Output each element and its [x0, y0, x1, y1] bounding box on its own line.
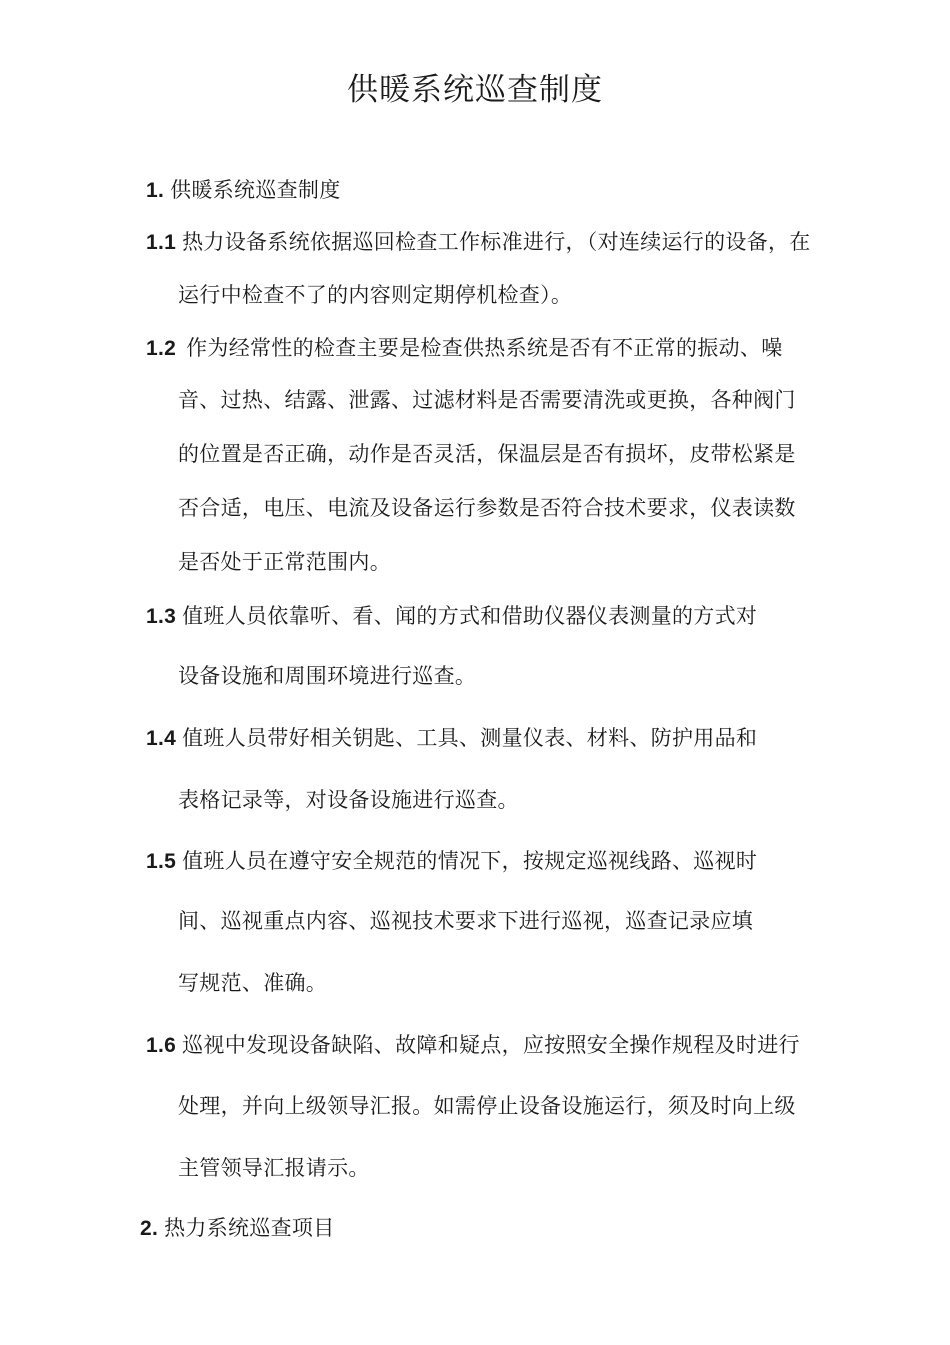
clause-1-4-line-1: [146, 723, 757, 754]
section-heading-text: 热力系统巡查项目: [164, 1216, 335, 1240]
section-heading-1: [146, 175, 341, 206]
clause-text: 值班人员带好相关钥匙、工具、测量仪表、材料、防护用品和: [182, 726, 758, 750]
clause-text: 值班人员在遵守安全规范的情况下，按规定巡视线路、巡视时: [182, 849, 758, 873]
clause-1-6-line-1: [146, 1030, 800, 1061]
section-heading-text: 供暖系统巡查制度: [170, 178, 341, 202]
clause-1-4-line-2: 表格记录等，对设备设施进行巡查。: [178, 788, 519, 812]
clause-1-5-line-2: 间、巡视重点内容、巡视技术要求下进行巡视，巡查记录应填: [178, 909, 754, 933]
clause-text: 值班人员依靠听、看、闻的方式和借助仪器仪表测量的方式对: [182, 604, 758, 628]
clause-number: 1.4: [146, 727, 177, 750]
clause-1-5-line-1: [146, 846, 757, 877]
clause-number: 1.3: [146, 605, 177, 628]
clause-number: 1.2: [146, 337, 177, 360]
clause-number: 1.5: [146, 850, 177, 873]
clause-1-2-line-2: 音、过热、结露、泄露、过滤材料是否需要清洗或更换，各种阀门: [178, 388, 796, 412]
clause-1-6-line-3: 主管领导汇报请示。: [178, 1156, 370, 1180]
clause-1-3-line-1: [146, 601, 757, 632]
clause-text: 作为经常性的检查主要是检查供热系统是否有不正常的振动、噪: [186, 336, 783, 360]
clause-number: 1.1: [146, 231, 177, 254]
section-heading-2: [140, 1213, 335, 1244]
clause-1-5-line-3: 写规范、准确。: [178, 971, 328, 995]
clause-1-1-line-2: 运行中检查不了的内容则定期停机检查）。: [178, 283, 573, 307]
clause-1-3-line-2: 设备设施和周围环境进行巡查。: [178, 664, 477, 688]
section-number: 2.: [140, 1217, 159, 1240]
clause-number: 1.6: [146, 1034, 177, 1057]
clause-1-2-line-3: 的位置是否正确，动作是否灵活，保温层是否有损坏，皮带松紧是: [178, 442, 796, 466]
clause-1-6-line-2: 处理，并向上级领导汇报。如需停止设备设施运行，须及时向上级: [178, 1094, 796, 1118]
clause-1-2-line-4: 否合适，电压、电流及设备运行参数是否符合技术要求，仪表读数: [178, 496, 796, 520]
clause-text: 巡视中发现设备缺陷、故障和疑点，应按照安全操作规程及时进行: [182, 1033, 800, 1057]
clause-1-2-line-5: 是否处于正常范围内。: [178, 550, 391, 574]
document-title: 供暖系统巡查制度: [347, 72, 603, 108]
section-number: 1.: [146, 179, 165, 202]
clause-1-1-line-1: [146, 227, 811, 258]
clause-text: 热力设备系统依据巡回检查工作标准进行，（对连续运行的设备，在: [182, 230, 811, 254]
clause-1-2-line-1: [146, 333, 783, 364]
